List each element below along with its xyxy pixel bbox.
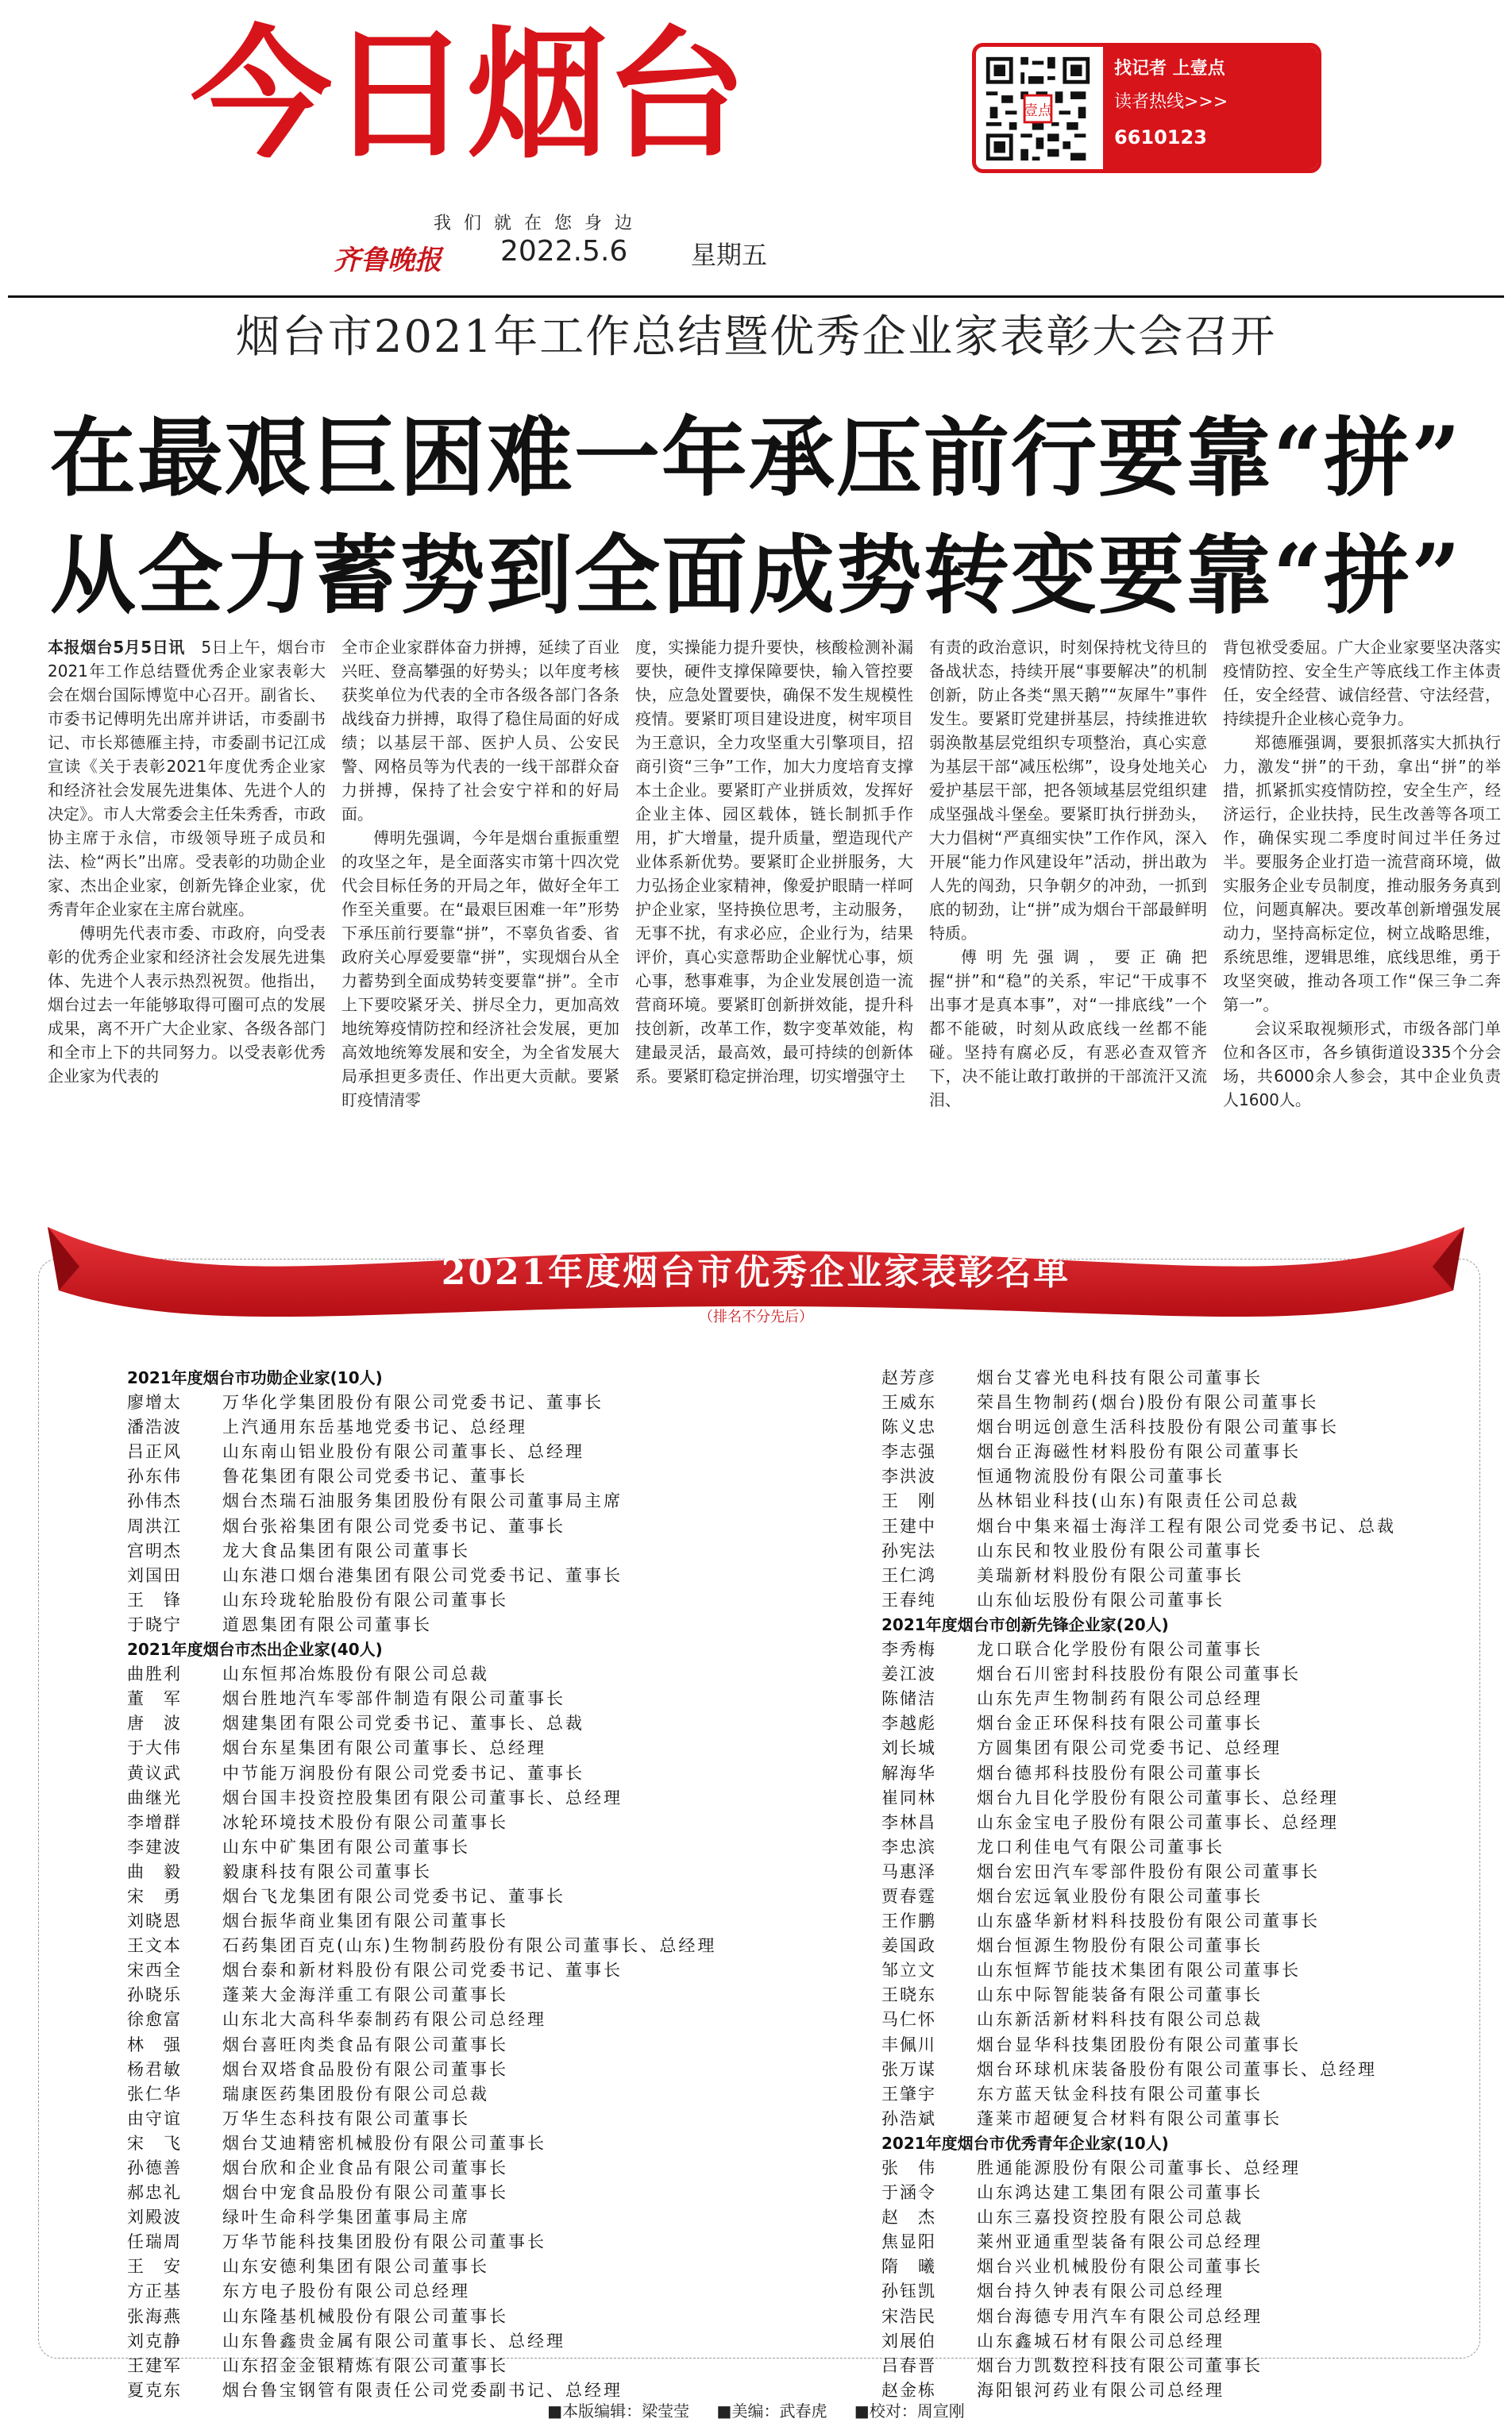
- honoree-title: 上汽通用东岳基地党委书记、总经理: [222, 1418, 527, 1437]
- honoree-name: 孙伟杰: [127, 1491, 182, 1511]
- honoree-name: 李增群: [127, 1812, 182, 1832]
- honor-list-right: [881, 1366, 1485, 2403]
- honor-list-item: [127, 1761, 746, 1786]
- honoree-title: 东方蓝天钛金科技有限公司董事长: [977, 2084, 1263, 2104]
- honoree-name: 宋西全: [127, 1961, 182, 1981]
- honoree-name: 王肇宇: [881, 2084, 936, 2104]
- honoree-title: 山东鸿达建工集团有限公司董事长: [977, 2183, 1263, 2203]
- honoree-title: 中节能万润股份有限公司党委书记、董事长: [222, 1763, 584, 1783]
- honor-list-item: [881, 1860, 1485, 1884]
- honor-list-item: [127, 1811, 746, 1835]
- masthead-divider: [8, 295, 1504, 298]
- honoree-name: 赵 杰: [881, 2208, 936, 2228]
- honoree-title: 山东招金金银精炼有限公司董事长: [222, 2355, 508, 2375]
- honoree-name: 邹立文: [881, 1961, 936, 1981]
- honoree-title: 烟台喜旺肉类食品有限公司董事长: [222, 2035, 508, 2054]
- honoree-name: 杨君敏: [127, 2059, 182, 2079]
- honoree-title: 烟台宏田汽车零部件股份有限公司董事长: [977, 1861, 1320, 1881]
- honor-list-item: [127, 2131, 746, 2156]
- honoree-name: 宫明杰: [127, 1541, 182, 1560]
- honoree-name: 马惠泽: [881, 1861, 936, 1881]
- honoree-name: 孙德善: [127, 2158, 182, 2177]
- honor-list-item: [127, 2205, 746, 2230]
- honoree-title: 烟台艾迪精密机械股份有限公司董事长: [222, 2133, 546, 2153]
- honoree-name: 李建波: [127, 1837, 182, 1857]
- article-paragraph: 背包袱受委屈。广大企业家要坚决落实疫情防控、安全生产等底线工作主体责任，安全经营、诚信经营、守法经营，持续提升企业核心竞争力。: [1223, 638, 1501, 728]
- honor-list-item: [127, 1564, 746, 1588]
- honoree-title: 烟台张裕集团有限公司党委书记、董事长: [222, 1516, 565, 1536]
- honoree-name: 刘殿波: [127, 2208, 182, 2228]
- honoree-name: 陈储洁: [881, 1689, 936, 1709]
- honoree-title: 龙口利佳电气有限公司董事长: [977, 1837, 1225, 1857]
- honoree-name: 王 锋: [127, 1590, 182, 1610]
- honoree-title: 烟台宏远氧业股份有限公司董事长: [977, 1886, 1263, 1906]
- honoree-name: 赵芳彦: [881, 1368, 936, 1387]
- honoree-title: 丛林铝业科技(山东)有限责任公司总裁: [977, 1491, 1300, 1511]
- article-column-2: [341, 635, 619, 1112]
- masthead: [183, 13, 897, 276]
- honoree-title: 烟台双塔食品股份有限公司董事长: [222, 2059, 508, 2079]
- honoree-title: 绿叶生命科学集团董事局主席: [222, 2208, 470, 2228]
- article-column-4: [929, 635, 1207, 1112]
- honoree-name: 王威东: [881, 1393, 936, 1413]
- honor-list-item: [127, 1539, 746, 1564]
- honoree-name: 丰佩川: [881, 2035, 936, 2054]
- issue-date: 2022.5.6: [500, 235, 628, 268]
- honor-group-heading: 2021年度烟台市创新先锋企业家(20人): [881, 1614, 1169, 1634]
- honor-list-item: [881, 1835, 1485, 1860]
- honor-list-item: [127, 1786, 746, 1811]
- credit-proofreader: ■校对：周宣刚: [854, 2401, 965, 2420]
- honor-list-item: [881, 1786, 1485, 1811]
- honoree-title: 莱州亚通重型装备有限公司总经理: [977, 2232, 1263, 2252]
- honoree-name: 孙东伟: [127, 1467, 182, 1487]
- honoree-title: 万华化学集团股份有限公司党委书记、董事长: [222, 1393, 604, 1413]
- honoree-title: 山东安德利集团有限公司董事长: [222, 2257, 489, 2277]
- article-paragraph: 傅明先强调，要正确把握“拼”和“稳”的关系，牢记“干成事不出事才是真本事”，对“一排底线”一个都不能破，时刻从政底线一丝都不能碰。坚持有腐必反，有恶必查双管齐下，决不能让敢打敢拼的干部流汗又流泪、: [929, 947, 1207, 1109]
- article-dateline: 本报烟台5月5日讯: [48, 638, 185, 657]
- honor-list-item: [881, 1958, 1485, 1983]
- honoree-title: 山东港口烟台港集团有限公司党委书记、董事长: [222, 1565, 623, 1585]
- article-column-3: [635, 635, 913, 1088]
- honoree-name: 张仁华: [127, 2084, 182, 2104]
- article-body: [16, 635, 1501, 1223]
- honoree-name: 贾春霆: [881, 1886, 936, 1906]
- honoree-name: 隋 曦: [881, 2257, 936, 2277]
- reader-hotline-box: [972, 43, 1321, 173]
- honoree-name: 张海燕: [127, 2306, 182, 2326]
- honoree-title: 烟台飞龙集团有限公司党委书记、董事长: [222, 1886, 565, 1906]
- article-paragraph: 全市企业家群体奋力拼搏，延续了百业兴旺、登高攀强的好势头；以年度考核获奖单位为代表的全市各级各部门各条战线奋力拼搏，取得了稳住局面的好成绩；以基层干部、医护人员、公安民警、网格员等为代表的一线干部群众奋力拼搏，保持了社会安宁祥和的好局面。: [341, 638, 619, 824]
- honoree-name: 李林昌: [881, 1812, 936, 1832]
- honor-list-left: [127, 1366, 746, 2403]
- honoree-name: 张 伟: [881, 2158, 936, 2177]
- honoree-title: 瑞康医药集团股份有限公司总裁: [222, 2084, 489, 2104]
- honoree-name: 潘浩波: [127, 1418, 182, 1437]
- honor-list-item: [881, 2354, 1485, 2378]
- honoree-name: 董 军: [127, 1689, 182, 1709]
- honoree-name: 林 强: [127, 2035, 182, 2054]
- honoree-name: 曲继光: [127, 1788, 182, 1807]
- honoree-name: 崔同林: [881, 1788, 936, 1807]
- honor-group-heading: 2021年度烟台市功勋企业家(10人): [127, 1368, 383, 1387]
- honor-list-item: [881, 2230, 1485, 2255]
- honor-list-item: [127, 1860, 746, 1884]
- honor-list-item: [127, 1711, 746, 1736]
- honoree-name: 任瑞周: [127, 2232, 182, 2252]
- honoree-name: 宋 勇: [127, 1886, 182, 1906]
- honor-list-item: [881, 2107, 1485, 2131]
- honoree-name: 李志强: [881, 1442, 936, 1462]
- honor-list-item: [127, 1662, 746, 1687]
- honoree-name: 王建中: [881, 1516, 936, 1536]
- honor-list-item: [881, 2058, 1485, 2082]
- honor-list-item: [881, 2082, 1485, 2107]
- honor-list-item: [127, 2058, 746, 2082]
- honoree-title: 烟台德邦科技股份有限公司董事长: [977, 1763, 1263, 1783]
- honoree-title: 烟台中宠食品股份有限公司董事长: [222, 2183, 508, 2203]
- honor-list-item: [881, 1489, 1485, 1514]
- honoree-title: 东方电子股份有限公司总经理: [222, 2282, 470, 2301]
- honor-list-item: [881, 2255, 1485, 2279]
- honoree-title: 山东恒辉节能技术集团有限公司董事长: [977, 1961, 1301, 1981]
- honoree-name: 曲 毅: [127, 1861, 182, 1881]
- honor-list-item: [881, 1564, 1485, 1588]
- credit-editor: ■本版编辑：梁莹莹: [547, 2401, 690, 2420]
- honoree-title: 山东恒邦冶炼股份有限公司总裁: [222, 1664, 489, 1684]
- honoree-title: 龙大食品集团有限公司董事长: [222, 1541, 470, 1560]
- honoree-name: 刘展伯: [881, 2331, 936, 2351]
- honor-list-item: [127, 1588, 746, 1613]
- article-paragraph: 傅明先强调，今年是烟台重振重塑的攻坚之年，是全面落实市第十四次党代会目标任务的开局之年，做好全年工作至关重要。在“最艰巨困难一年”形势下承压前行要靠“拼”，不辜负省委、省政府关心厚爱要靠“拼”，实现烟台从全力蓄势到全面成势转变要靠“拼”。全市上下要咬紧牙关、拼尽全力，更加高效地统筹疫情防控和经济社会发展，更加高效地统筹发展和安全，为全省发展大局承担更多责任、作出更大贡献。要紧盯疫情清零: [341, 828, 619, 1109]
- honor-list-item: [881, 1464, 1485, 1489]
- honoree-name: 王文本: [127, 1936, 182, 1956]
- honoree-title: 蓬莱大金海洋重工有限公司董事长: [222, 1985, 508, 2005]
- honor-list-item: [127, 1983, 746, 2008]
- honoree-title: 石药集团百克(山东)生物制药股份有限公司董事长、总经理: [222, 1936, 717, 1956]
- honoree-name: 姜江波: [881, 1664, 936, 1684]
- honoree-title: 山东新活新材料科技有限公司总裁: [977, 2010, 1263, 2030]
- honor-list-item: [881, 1440, 1485, 1464]
- honoree-title: 烟台环球机床装备股份有限公司董事长、总经理: [977, 2059, 1377, 2079]
- article-paragraph: 度，实操能力提升要快，核酸检测补漏要快，硬件支撑保障要快，输入管控要快，应急处置要快，确保不发生规模性疫情。要紧盯项目建设进度，树牢项目为王意识，全力攻坚重大引擎项目，招商引资“三争”工作，加大力度培育支撑本土企业。要紧盯产业拼质效，发挥好企业主体、园区载体，链长制抓手作用，扩大增量，提升质量，塑造现代产业体系新优势。要紧盯企业拼服务，大力弘扬企业家精神，像爱护眼睛一样呵护企业家，坚持换位思考，主动服务，无事不扰，有求必应，企业行为，结果评价，真心实意帮助企业解忧心事，烦心事，愁事难事，为企业发展创造一流营商环境。要紧盯创新拼效能，提升科技创新，改革工作，数字变革效能，构建最灵活，最高效，最可持续的创新体系。要紧盯稳定拼治理，切实增强守土: [635, 638, 913, 1086]
- honor-list-item: [881, 1811, 1485, 1835]
- honoree-name: 李忠滨: [881, 1837, 936, 1857]
- honor-list-item: [881, 1884, 1485, 1909]
- honoree-title: 山东鲁鑫贵金属有限公司董事长、总经理: [222, 2331, 565, 2351]
- honoree-title: 山东鑫城石材有限公司总经理: [977, 2331, 1225, 2351]
- honoree-title: 烟台金正环保科技有限公司董事长: [977, 1714, 1263, 1734]
- honoree-title: 山东中矿集团有限公司董事长: [222, 1837, 470, 1857]
- honoree-title: 万华节能科技集团股份有限公司董事长: [222, 2232, 546, 2252]
- honor-list-item: [881, 2329, 1485, 2354]
- honoree-name: 解海华: [881, 1763, 936, 1783]
- honor-list-item: [881, 2279, 1485, 2304]
- honoree-title: 烟台振华商业集团有限公司董事长: [222, 1911, 508, 1931]
- honoree-title: 胜通能源股份有限公司董事长、总经理: [977, 2158, 1301, 2177]
- subheadline: 烟台市2021年工作总结暨优秀企业家表彰大会召开: [235, 311, 1277, 363]
- honoree-name: 吕春晋: [881, 2355, 936, 2375]
- honoree-name: 廖增太: [127, 1393, 182, 1413]
- honor-list-item: [881, 2205, 1485, 2230]
- honor-list-item: [127, 2305, 746, 2329]
- honor-list-item: [881, 1761, 1485, 1786]
- honor-list-note: （排名不分先后）: [699, 1309, 813, 1325]
- honoree-name: 宋浩民: [881, 2306, 936, 2326]
- honoree-title: 烟台胜地汽车零部件制造有限公司董事长: [222, 1689, 565, 1709]
- honoree-title: 海阳银河药业有限公司总经理: [977, 2380, 1225, 2400]
- qr-code-icon[interactable]: [982, 53, 1094, 164]
- honor-list-item: [127, 1884, 746, 1909]
- honoree-name: 于晓宁: [127, 1614, 182, 1634]
- honoree-name: 夏克东: [127, 2380, 182, 2400]
- honor-list-item: [881, 1983, 1485, 2008]
- honor-list-item: [881, 1909, 1485, 1934]
- honoree-title: 山东玲珑轮胎股份有限公司董事长: [222, 1590, 508, 1610]
- honor-list-item: [127, 2107, 746, 2131]
- honoree-title: 烟台九目化学股份有限公司董事长、总经理: [977, 1788, 1339, 1807]
- honoree-title: 蓬莱市超硬复合材料有限公司董事长: [977, 2108, 1282, 2128]
- honoree-title: 山东三嘉投资控股有限公司总裁: [977, 2208, 1244, 2228]
- honoree-name: 方正基: [127, 2282, 182, 2301]
- article-paragraph: 5日上午，烟台市2021年工作总结暨优秀企业家表彰大会在烟台国际博览中心召开。副省长、市委书记傅明先出席并讲话，市委副书记、市长郑德雁主持，市委副书记江成宣读《关于表彰2021年度优秀企业家和经济社会发展先进集体、先进个人的决定》。市人大常委会主任朱秀香，市政协主席于永信，市级领导班子成员和法、检“两长”出席。受表彰的功勋企业家、杰出企业家，创新先锋企业家，优秀青年企业家在主席台就座。: [48, 638, 326, 919]
- honoree-title: 山东金宝电子股份有限公司董事长、总经理: [977, 1812, 1339, 1832]
- article-paragraph: 郑德雁强调，要狠抓落实大抓执行力，激发“拼”的干劲，拿出“拼”的举措，抓紧抓实疫情防控，安全生产，经济运行，企业扶持，民生改善等各项工作，确保实现二季度时间过半任务过半。要服务企业打造一流营商环境，做实服务企业专员制度，推动服务务真到位，问题真解决。要改革创新增强发展动力，坚持高标定位，树立战略思维，系统思维，逻辑思维，底线思维，勇于攻坚突破，推动各项工作“保三争二奔第一”。: [1223, 733, 1501, 1014]
- honoree-name: 曲胜利: [127, 1664, 182, 1684]
- hotline-panel: [1103, 47, 1317, 169]
- honoree-title: 山东北大高科华泰制药有限公司总经理: [222, 2010, 546, 2030]
- honor-list-item: [881, 1662, 1485, 1687]
- honor-list-item: [127, 1440, 746, 1464]
- honoree-name: 唐 波: [127, 1714, 182, 1734]
- article-paragraph: 有责的政治意识，时刻保持枕戈待旦的备战状态，持续开展“事要解决”的机制创新，防止各类“黑天鹅”“灰犀牛”事件发生。要紧盯党建拼基层，持续推进软弱涣散基层党组织专项整治，真心实意为基层干部“减压松绑”，设身处地关心爱护基层干部，把各领域基层党组织建成坚强战斗堡垒。要紧盯执行拼劲头，大力倡树“严真细实快”工作作风，深入开展“能力作风建设年”活动，拼出敢为人先的闯劲，只争朝夕的冲劲，一抓到底的韧劲，让“拼”成为烟台干部最鲜明特质。: [929, 638, 1207, 943]
- honor-list-item: [881, 1366, 1485, 1391]
- honor-list-title: 2021年度烟台市优秀企业家表彰名单: [441, 1252, 1071, 1293]
- paper-name-logo: 齐鲁晚报: [334, 245, 442, 276]
- honoree-name: 姜国政: [881, 1936, 936, 1956]
- honoree-title: 山东南山铝业股份有限公司董事长、总经理: [222, 1442, 584, 1462]
- honor-list-item: [127, 1687, 746, 1711]
- article-column-5: [1223, 635, 1501, 1112]
- honoree-title: 山东仙坛股份有限公司董事长: [977, 1590, 1225, 1610]
- honor-list-item: [127, 1514, 746, 1539]
- honoree-title: 烟台欣和企业食品有限公司董事长: [222, 2158, 508, 2177]
- headline-line-2: 从全力蓄势到全面成势转变要靠“拼”: [49, 526, 1463, 626]
- honoree-name: 吕正风: [127, 1442, 182, 1462]
- hotline-number: 6610123: [1114, 126, 1207, 149]
- honor-list-item: [127, 2033, 746, 2058]
- honor-list-item: [127, 1934, 746, 1958]
- honoree-title: 烟台鲁宝钢管有限责任公司党委副书记、总经理: [222, 2380, 623, 2400]
- honoree-name: 刘克静: [127, 2331, 182, 2351]
- honoree-title: 美瑞新材料股份有限公司董事长: [977, 1565, 1244, 1585]
- honor-list-item: [881, 2181, 1485, 2205]
- hotline-label: 读者热线>>>: [1114, 92, 1228, 112]
- honoree-title: 烟台恒源生物股份有限公司董事长: [977, 1936, 1263, 1956]
- honoree-title: 烟台艾睿光电科技有限公司董事长: [977, 1368, 1263, 1387]
- honoree-title: 道恩集团有限公司董事长: [222, 1614, 432, 1634]
- honor-list-item: [127, 1489, 746, 1514]
- honoree-title: 山东民和牧业股份有限公司董事长: [977, 1541, 1263, 1560]
- honoree-name: 陈义忠: [881, 1418, 936, 1437]
- honoree-name: 刘国田: [127, 1565, 182, 1585]
- honor-list-item: [881, 1637, 1485, 1662]
- honoree-name: 宋 飞: [127, 2133, 182, 2153]
- honor-list-item: [881, 2008, 1485, 2032]
- honoree-title: 鲁花集团有限公司党委书记、董事长: [222, 1467, 527, 1487]
- honoree-title: 烟台兴业机械股份有限公司董事长: [977, 2257, 1263, 2277]
- honoree-name: 王建军: [127, 2355, 182, 2375]
- qr-label: 壹点: [1024, 103, 1052, 120]
- honoree-name: 王春纯: [881, 1590, 936, 1610]
- honoree-name: 孙钰凯: [881, 2282, 936, 2301]
- honoree-title: 荣昌生物制药(烟台)股份有限公司董事长: [977, 1393, 1319, 1413]
- honor-group-heading: 2021年度烟台市优秀青年企业家(10人): [881, 2133, 1169, 2153]
- reporter-text: 找记者 上壹点: [1114, 59, 1225, 79]
- honoree-title: 山东隆基机械股份有限公司董事长: [222, 2306, 508, 2326]
- honoree-name: 周洪江: [127, 1516, 182, 1536]
- article-paragraph: 傅明先代表市委、市政府，向受表彰的优秀企业家和经济社会发展先进集体、先进个人表示热烈祝贺。他指出，烟台过去一年能够取得可圈可点的发展成果，离不开广大企业家、各级各部门和全市上下的共同努力。以受表彰优秀企业家为代表的: [48, 924, 326, 1086]
- honor-list-item: [881, 1391, 1485, 1415]
- honoree-title: 烟台力凯数控科技有限公司董事长: [977, 2355, 1263, 2375]
- honoree-name: 李洪波: [881, 1467, 936, 1487]
- masthead-slogan: 我们就在您身边: [434, 214, 646, 233]
- honor-list-item: [127, 1415, 746, 1440]
- honor-list-item: [127, 2181, 746, 2205]
- honor-list-item: [881, 1711, 1485, 1736]
- honoree-title: 烟台东星集团有限公司董事长、总经理: [222, 1738, 546, 1758]
- honor-list-item: [127, 1835, 746, 1860]
- honoree-title: 万华生态科技有限公司董事长: [222, 2108, 470, 2128]
- honor-list-item: [127, 2156, 746, 2181]
- honor-group-heading: 2021年度烟台市杰出企业家(40人): [127, 1640, 383, 1660]
- honor-list-item: [127, 2008, 746, 2032]
- honor-list-item: [881, 1539, 1485, 1564]
- honoree-name: 李秀梅: [881, 1640, 936, 1660]
- honoree-name: 张万谋: [881, 2059, 936, 2079]
- page-credits: [0, 2398, 1512, 2421]
- honoree-name: 孙宪法: [881, 1541, 936, 1560]
- honor-list-item: [127, 1464, 746, 1489]
- honoree-title: 山东盛华新材料科技股份有限公司董事长: [977, 1911, 1320, 1931]
- honoree-name: 由守谊: [127, 2108, 182, 2128]
- honor-list-item: [127, 2082, 746, 2107]
- headline-line-1: 在最艰巨困难一年承压前行要靠“拼”: [49, 408, 1463, 508]
- honoree-title: 烟台泰和新材料股份有限公司党委书记、董事长: [222, 1961, 623, 1981]
- honor-list-item: [881, 1687, 1485, 1711]
- honoree-name: 孙晓乐: [127, 1985, 182, 2005]
- honor-list-item: [881, 1934, 1485, 1958]
- honoree-name: 孙浩斌: [881, 2108, 936, 2128]
- honoree-title: 山东中际智能装备有限公司董事长: [977, 1985, 1263, 2005]
- honoree-title: 烟台持久钟表有限公司总经理: [977, 2282, 1225, 2301]
- honoree-name: 李越彪: [881, 1714, 936, 1734]
- honoree-name: 徐愈富: [127, 2010, 182, 2030]
- masthead-title: 今日烟台: [191, 13, 743, 177]
- honoree-name: 黄议武: [127, 1763, 182, 1783]
- honor-list-item: [127, 1613, 746, 1637]
- honoree-title: 烟台正海磁性材料股份有限公司董事长: [977, 1442, 1301, 1462]
- honoree-title: 烟建集团有限公司党委书记、董事长、总裁: [222, 1714, 584, 1734]
- honor-list-item: [881, 2156, 1485, 2181]
- honoree-title: 冰轮环境技术股份有限公司董事长: [222, 1812, 508, 1832]
- honor-list-item: [127, 1909, 746, 1934]
- honor-list-item: [127, 1958, 746, 1983]
- honor-list-item: [127, 1391, 746, 1415]
- honor-list-item: [881, 1736, 1485, 1761]
- honoree-name: 刘晓恩: [127, 1911, 182, 1931]
- honoree-title: 烟台国丰投资控股集团有限公司董事长、总经理: [222, 1788, 623, 1807]
- honor-list-item: [881, 2033, 1485, 2058]
- honor-list-item: [881, 1514, 1485, 1539]
- honoree-title: 方圆集团有限公司党委书记、总经理: [977, 1738, 1282, 1758]
- honor-list-item: [127, 1736, 746, 1761]
- honoree-title: 烟台中集来福士海洋工程有限公司党委书记、总裁: [977, 1516, 1396, 1536]
- article-column-1: [48, 635, 326, 1088]
- honor-list-item: [127, 2354, 746, 2378]
- honoree-title: 烟台石川密封科技股份有限公司董事长: [977, 1664, 1301, 1684]
- honoree-title: 恒通物流股份有限公司董事长: [977, 1467, 1225, 1487]
- honor-list-item: [127, 2230, 746, 2255]
- honor-list-item: [127, 2255, 746, 2279]
- honoree-name: 郝忠礼: [127, 2183, 182, 2203]
- honoree-title: 烟台杰瑞石油服务集团股份有限公司董事局主席: [222, 1491, 623, 1511]
- honoree-title: 龙口联合化学股份有限公司董事长: [977, 1640, 1263, 1660]
- honor-list-item: [127, 2279, 746, 2304]
- honor-list-item: [881, 1588, 1485, 1613]
- honor-list-item: [881, 2305, 1485, 2329]
- honoree-name: 王 刚: [881, 1491, 936, 1511]
- honoree-title: 烟台显华科技集团股份有限公司董事长: [977, 2035, 1301, 2054]
- honoree-name: 刘长城: [881, 1738, 936, 1758]
- honoree-name: 于涵令: [881, 2183, 936, 2203]
- issue-weekday: 星期五: [691, 240, 768, 270]
- honoree-name: 赵金栋: [881, 2380, 936, 2400]
- honoree-title: 毅康科技有限公司董事长: [222, 1861, 432, 1881]
- honor-list-item: [881, 1415, 1485, 1440]
- honoree-title: 山东先声生物制药有限公司总经理: [977, 1689, 1263, 1709]
- honoree-title: 烟台海德专用汽车有限公司总经理: [977, 2306, 1263, 2326]
- honoree-name: 于大伟: [127, 1738, 182, 1758]
- honoree-name: 王晓东: [881, 1985, 936, 2005]
- honoree-name: 焦显阳: [881, 2232, 936, 2252]
- honoree-name: 马仁怀: [881, 2010, 936, 2030]
- credit-designer: ■美编：武春虎: [716, 2401, 827, 2420]
- honor-list-item: [127, 2329, 746, 2354]
- honoree-name: 王作鹏: [881, 1911, 936, 1931]
- article-paragraph: 会议采取视频形式，市级各部门单位和各区市，各乡镇街道设335个分会场，共6000余人参会，其中企业负责人1600人。: [1223, 1019, 1501, 1109]
- honoree-title: 烟台明远创意生活科技股份有限公司董事长: [977, 1418, 1339, 1437]
- honoree-name: 王仁鸿: [881, 1565, 936, 1585]
- honoree-name: 王 安: [127, 2257, 182, 2277]
